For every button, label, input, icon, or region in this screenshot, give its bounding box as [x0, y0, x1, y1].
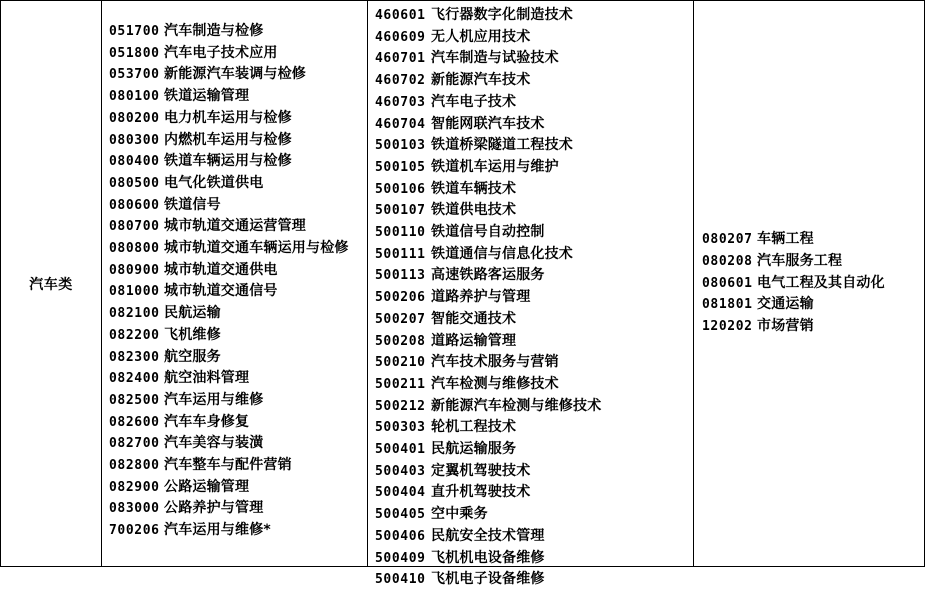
higher-major-code: 500210 [375, 355, 426, 371]
higher-major-name: 道路养护与管理 [431, 289, 531, 306]
undergrad-major-code: 120202 [702, 319, 753, 335]
secondary-major-entry [109, 477, 367, 499]
secondary-major-code: 082500 [109, 392, 160, 408]
secondary-major-code: 082100 [109, 306, 160, 322]
higher-major-name: 飞行器数字化制造技术 [431, 7, 573, 23]
secondary-major-code: 080100 [109, 89, 160, 105]
higher-major-entry [375, 157, 693, 179]
higher-major-name: 定翼机驾驶技术 [431, 462, 531, 479]
undergrad-major-entry [702, 229, 924, 251]
secondary-major-entry [109, 173, 367, 195]
higher-major-code: 500403 [375, 463, 426, 479]
higher-major-entry [375, 526, 693, 548]
secondary-major-code: 082300 [109, 349, 160, 365]
secondary-major-entry [109, 64, 367, 86]
higher-major-entry [375, 265, 693, 287]
higher-vocational-cell [368, 1, 694, 588]
higher-major-name: 直升机驾驶技术 [431, 484, 531, 501]
secondary-major-code: 082700 [109, 436, 160, 452]
secondary-major-name: 航空油料管理 [164, 370, 250, 387]
higher-major-name: 新能源汽车技术 [431, 72, 531, 89]
higher-major-code: 500113 [375, 268, 426, 284]
higher-major-code: 460703 [375, 94, 426, 110]
undergrad-major-code: 080601 [702, 275, 753, 291]
higher-major-code: 460702 [375, 73, 426, 89]
secondary-major-entry [109, 21, 367, 43]
secondary-major-code: 080200 [109, 110, 160, 126]
secondary-major-entry [109, 325, 367, 347]
secondary-major-name: 城市轨道交通运营管理 [164, 218, 306, 235]
undergrad-major-entry [702, 294, 924, 316]
secondary-major-entry [109, 520, 367, 542]
higher-major-code: 460701 [375, 51, 426, 67]
secondary-major-entry [109, 281, 367, 303]
higher-major-entry [375, 287, 693, 309]
secondary-major-code: 700206 [109, 523, 160, 539]
higher-major-name: 铁道通信与信息化技术 [431, 245, 573, 262]
secondary-major-code: 080500 [109, 175, 160, 191]
secondary-major-name: 飞机维修 [164, 326, 221, 343]
secondary-major-name: 铁道车辆运用与检修 [164, 153, 292, 170]
higher-major-code: 500406 [375, 528, 426, 544]
undergrad-major-code: 080207 [702, 232, 753, 248]
secondary-major-code: 080400 [109, 154, 160, 170]
higher-major-code: 500409 [375, 550, 426, 566]
undergrad-major-entry [702, 251, 924, 273]
secondary-major-name: 汽车电子技术应用 [164, 44, 278, 61]
higher-major-code: 500410 [375, 572, 426, 588]
higher-major-name: 汽车制造与试验技术 [431, 50, 559, 67]
secondary-vocational-cell [102, 1, 368, 566]
secondary-major-entry [109, 130, 367, 152]
category-cell [1, 1, 102, 566]
higher-major-entry [375, 5, 693, 27]
higher-major-entry [375, 374, 693, 396]
secondary-major-code: 082200 [109, 327, 160, 343]
higher-major-code: 500106 [375, 181, 426, 197]
secondary-major-entry [109, 238, 361, 260]
higher-major-name: 道路运输管理 [431, 332, 517, 349]
higher-major-name: 飞机机电设备维修 [431, 549, 545, 566]
higher-major-name: 轮机工程技术 [431, 419, 517, 436]
secondary-major-entry [109, 368, 367, 390]
higher-major-entry [375, 504, 693, 526]
higher-major-code: 500212 [375, 398, 426, 414]
secondary-major-name: 汽车整车与配件营销 [164, 457, 292, 474]
secondary-major-name: 汽车美容与装潢 [164, 435, 264, 452]
secondary-major-name: 航空服务 [164, 348, 221, 365]
secondary-major-code: 051800 [109, 45, 160, 61]
higher-major-name: 民航安全技术管理 [431, 527, 545, 544]
higher-major-code: 500405 [375, 507, 426, 523]
higher-major-name: 铁道供电技术 [431, 202, 517, 219]
higher-major-name: 无人机应用技术 [431, 28, 531, 45]
secondary-major-entry [109, 433, 367, 455]
undergrad-major-entry [702, 273, 924, 295]
secondary-major-name: 城市轨道交通供电 [164, 261, 278, 278]
undergrad-major-code: 081801 [702, 297, 753, 313]
higher-major-code: 500110 [375, 225, 426, 241]
higher-major-code: 500208 [375, 333, 426, 349]
secondary-major-entry [109, 216, 367, 238]
secondary-major-code: 082800 [109, 458, 160, 474]
undergrad-major-name: 市场营销 [757, 318, 814, 335]
higher-major-name: 高速铁路客运服务 [431, 267, 545, 284]
secondary-major-entry [109, 86, 367, 108]
secondary-major-name: 铁道信号 [164, 196, 221, 213]
higher-major-entry [375, 48, 693, 70]
higher-major-code: 460609 [375, 29, 426, 45]
higher-major-entry [375, 482, 693, 504]
higher-major-entry [375, 200, 693, 222]
secondary-major-name: 公路运输管理 [164, 478, 250, 495]
higher-major-code: 500105 [375, 159, 426, 175]
higher-major-entry [375, 396, 693, 418]
category-label: 汽车类 [29, 276, 73, 293]
secondary-major-code: 080900 [109, 262, 160, 278]
secondary-major-code: 082600 [109, 414, 160, 430]
higher-major-code: 500401 [375, 442, 426, 458]
undergrad-major-name: 交通运输 [757, 296, 814, 313]
higher-major-entry [375, 352, 693, 374]
higher-major-code: 500107 [375, 203, 426, 219]
secondary-major-name: 电气化铁道供电 [164, 174, 264, 191]
higher-major-name: 飞机电子设备维修 [431, 571, 545, 588]
secondary-major-name: 新能源汽车装调与检修 [164, 66, 306, 83]
undergrad-major-name: 车辆工程 [757, 231, 814, 248]
higher-major-code: 500206 [375, 290, 426, 306]
undergrad-major-name: 电气工程及其自动化 [757, 274, 885, 291]
secondary-major-entry [109, 412, 367, 434]
higher-major-entry [375, 179, 693, 201]
secondary-major-code: 083000 [109, 501, 160, 517]
higher-major-code: 500404 [375, 485, 426, 501]
higher-major-entry [375, 548, 693, 570]
secondary-major-name: 城市轨道交通信号 [164, 283, 278, 300]
secondary-major-entry [109, 260, 367, 282]
higher-major-name: 汽车技术服务与营销 [431, 354, 559, 371]
higher-major-entry [375, 417, 693, 439]
secondary-major-name: 铁道运输管理 [164, 88, 250, 105]
secondary-major-code: 080600 [109, 197, 160, 213]
higher-major-entry [375, 244, 693, 266]
secondary-major-name: 汽车运用与维修* [164, 522, 271, 539]
secondary-major-code: 082400 [109, 371, 160, 387]
secondary-major-entry [109, 43, 367, 65]
higher-major-entry [375, 309, 693, 331]
higher-major-name: 铁道机车运用与维护 [431, 158, 559, 175]
higher-major-entry [375, 461, 693, 483]
secondary-major-name: 汽车运用与维修 [164, 391, 264, 408]
secondary-major-code: 051700 [109, 24, 160, 39]
higher-major-name: 智能交通技术 [431, 310, 517, 327]
higher-major-name: 空中乘务 [431, 506, 488, 523]
higher-major-name: 铁道桥梁隧道工程技术 [431, 137, 573, 154]
higher-major-code: 460704 [375, 116, 426, 132]
higher-major-entry [375, 569, 693, 591]
undergrad-major-entry [702, 316, 924, 338]
higher-major-code: 500111 [375, 246, 426, 262]
higher-major-entry [375, 439, 693, 461]
higher-major-entry [375, 92, 693, 114]
secondary-major-entry [109, 498, 367, 520]
higher-major-entry [375, 222, 693, 244]
higher-major-entry [375, 114, 693, 136]
undergrad-major-name: 汽车服务工程 [757, 252, 843, 269]
higher-major-name: 铁道信号自动控制 [431, 224, 545, 241]
higher-major-name: 汽车检测与维修技术 [431, 375, 559, 392]
secondary-major-entry [109, 195, 367, 217]
higher-major-code: 500103 [375, 138, 426, 154]
secondary-major-entry [109, 347, 367, 369]
higher-major-entry [375, 331, 693, 353]
secondary-major-entry [109, 455, 367, 477]
secondary-major-name: 民航运输 [164, 305, 221, 322]
secondary-major-code: 080700 [109, 219, 160, 235]
secondary-major-name: 电力机车运用与检修 [164, 109, 292, 126]
secondary-major-entry [109, 151, 367, 173]
higher-major-code: 500207 [375, 311, 426, 327]
higher-major-code: 500303 [375, 420, 426, 436]
undergrad-major-code: 080208 [702, 253, 753, 269]
secondary-major-name: 城市轨道交通车辆运用与检修 [164, 240, 349, 257]
higher-major-name: 汽车电子技术 [431, 93, 517, 110]
secondary-major-code: 082900 [109, 479, 160, 495]
higher-major-name: 铁道车辆技术 [431, 180, 517, 197]
secondary-major-code: 080800 [109, 241, 160, 257]
secondary-major-name: 公路养护与管理 [164, 500, 264, 517]
secondary-major-entry [109, 390, 367, 412]
higher-major-entry [375, 70, 693, 92]
secondary-major-code: 053700 [109, 67, 160, 83]
higher-major-name: 智能网联汽车技术 [431, 115, 545, 132]
higher-major-name: 民航运输服务 [431, 441, 517, 458]
secondary-major-name: 汽车车身修复 [164, 413, 250, 430]
secondary-major-code: 081000 [109, 284, 160, 300]
higher-major-name: 新能源汽车检测与维修技术 [431, 397, 602, 414]
higher-major-code: 460601 [375, 8, 426, 23]
secondary-major-entry [109, 108, 367, 130]
secondary-major-name: 内燃机车运用与检修 [164, 131, 292, 148]
higher-major-entry [375, 135, 693, 157]
higher-major-entry [375, 27, 693, 49]
undergraduate-cell [694, 1, 924, 566]
higher-major-code: 500211 [375, 376, 426, 392]
secondary-major-code: 080300 [109, 132, 160, 148]
secondary-major-entry [109, 303, 367, 325]
secondary-major-name: 汽车制造与检修 [164, 23, 264, 39]
